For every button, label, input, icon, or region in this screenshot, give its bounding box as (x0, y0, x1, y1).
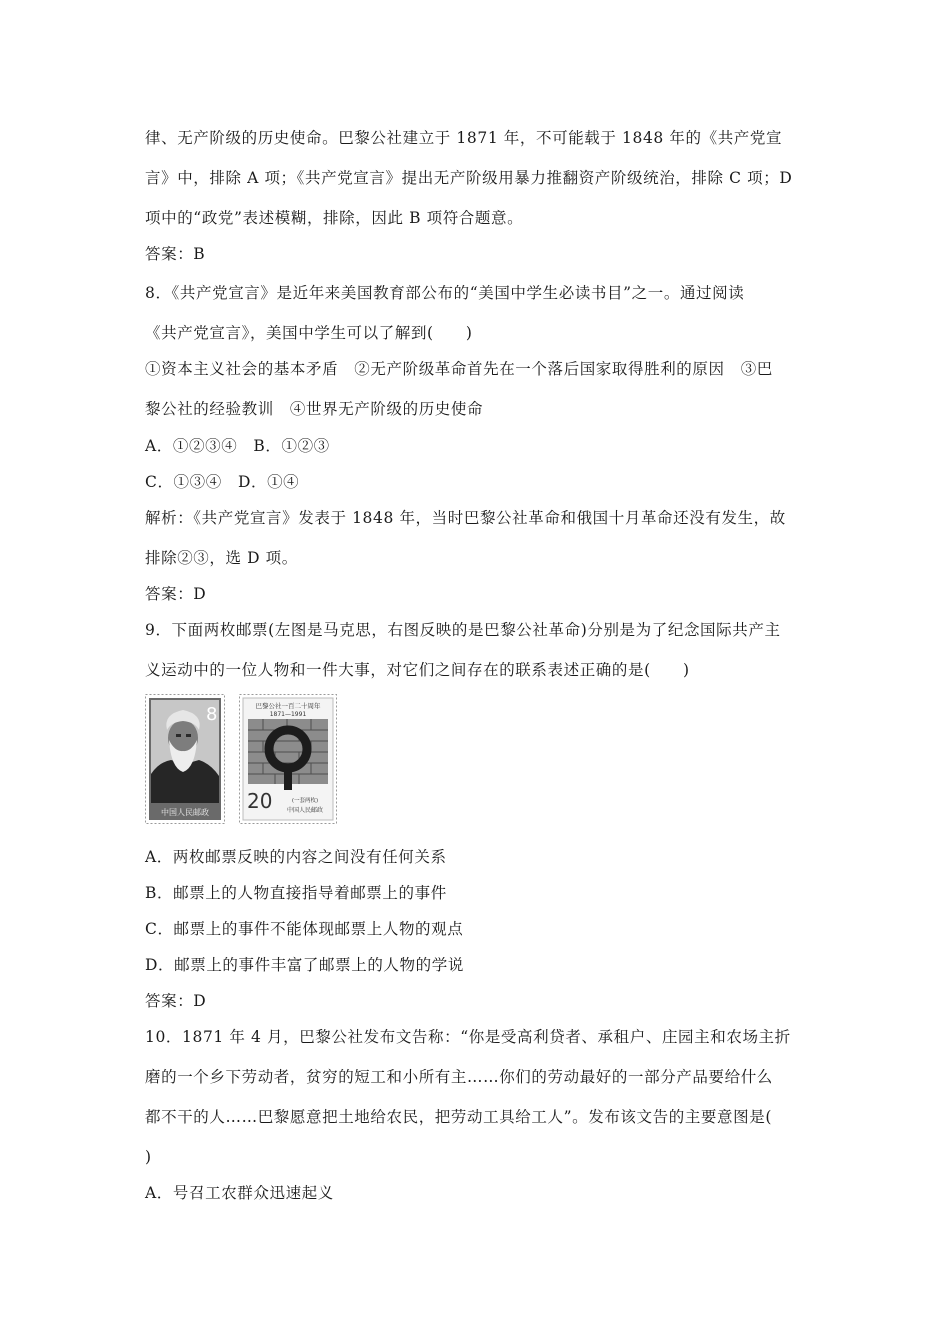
question-10-stem: 都不干的人……巴黎愿意把土地给农民，把劳动工具给工人”。发布该文告的主要意图是( (145, 1108, 772, 1126)
marx-stamp (145, 694, 225, 824)
question-9-option-c: C．邮票上的事件不能体现邮票上人物的观点 (145, 920, 464, 938)
stamps-figure (145, 694, 345, 824)
analysis-line: 解析：《共产党宣言》发表于 1848 年，当时巴黎公社革命和俄国十月革命还没有发生，故 (145, 509, 786, 527)
text-line: 言》中，排除 A 项；《共产党宣言》提出无产阶级用暴力推翻资产阶级统治，排除 C 项；D (145, 169, 793, 187)
text-line: 律、无产阶级的历史使命。巴黎公社建立于 1871 年，不可能载于 1848 年的《共产党宣 (145, 129, 783, 147)
stamp-denomination: 20 (247, 789, 273, 813)
question-10-option-a: A．号召工农群众迅速起义 (145, 1184, 334, 1202)
stamp-years: 1871—1991 (269, 711, 307, 718)
question-8-stem: 《共产党宣言》，美国中学生可以了解到( ) (145, 324, 473, 342)
analysis-line: 排除②③，选 D 项。 (145, 549, 298, 567)
stamp-caption: 中国人民邮政 (286, 807, 324, 814)
stamp-header: 巴黎公社一百二十周年 (255, 702, 321, 710)
stamp-series: (一套两枚) (291, 798, 319, 804)
question-9-stem: 义运动中的一位人物和一件大事，对它们之间存在的联系表述正确的是( ) (145, 661, 690, 679)
question-10-stem: 10．1871 年 4 月，巴黎公社发布文告称：“你是受高利贷者、承租户、庄园主和农场主折 (145, 1028, 791, 1046)
question-10-stem: ) (145, 1148, 152, 1166)
stamp-caption: 中国人民邮政 (161, 808, 209, 817)
stamp-denomination: 8 (206, 704, 218, 725)
paris-commune-stamp (239, 694, 337, 824)
question-8-options: C．①③④ D．①④ (145, 473, 300, 491)
question-8-options: A．①②③④ B．①②③ (145, 437, 330, 455)
question-10-stem: 磨的一个乡下劳动者，贫穷的短工和小所有主……你们的劳动最好的一部分产品要给什么 (145, 1068, 773, 1086)
question-9-option-d: D．邮票上的事件丰富了邮票上的人物的学说 (145, 956, 464, 974)
question-8-items: 黎公社的经验教训 ④世界无产阶级的历史使命 (145, 400, 484, 418)
question-9-option-a: A．两枚邮票反映的内容之间没有任何关系 (145, 848, 447, 866)
question-8-stem: 8．《共产党宣言》是近年来美国教育部公布的“美国中学生必读书目”之一。通过阅读 (145, 284, 745, 302)
question-9-stem: 9．下面两枚邮票(左图是马克思，右图反映的是巴黎公社革命)分别是为了纪念国际共产主 (145, 621, 781, 639)
answer-line: 答案：D (145, 992, 207, 1010)
question-8-items: ①资本主义社会的基本矛盾 ②无产阶级革命首先在一个落后国家取得胜利的原因 ③巴 (145, 360, 773, 378)
question-9-option-b: B．邮票上的人物直接指导着邮票上的事件 (145, 884, 447, 902)
answer-line: 答案：B (145, 245, 206, 263)
answer-line: 答案：D (145, 585, 207, 603)
text-line: 项中的“政党”表述模糊，排除，因此 B 项符合题意。 (145, 209, 524, 227)
